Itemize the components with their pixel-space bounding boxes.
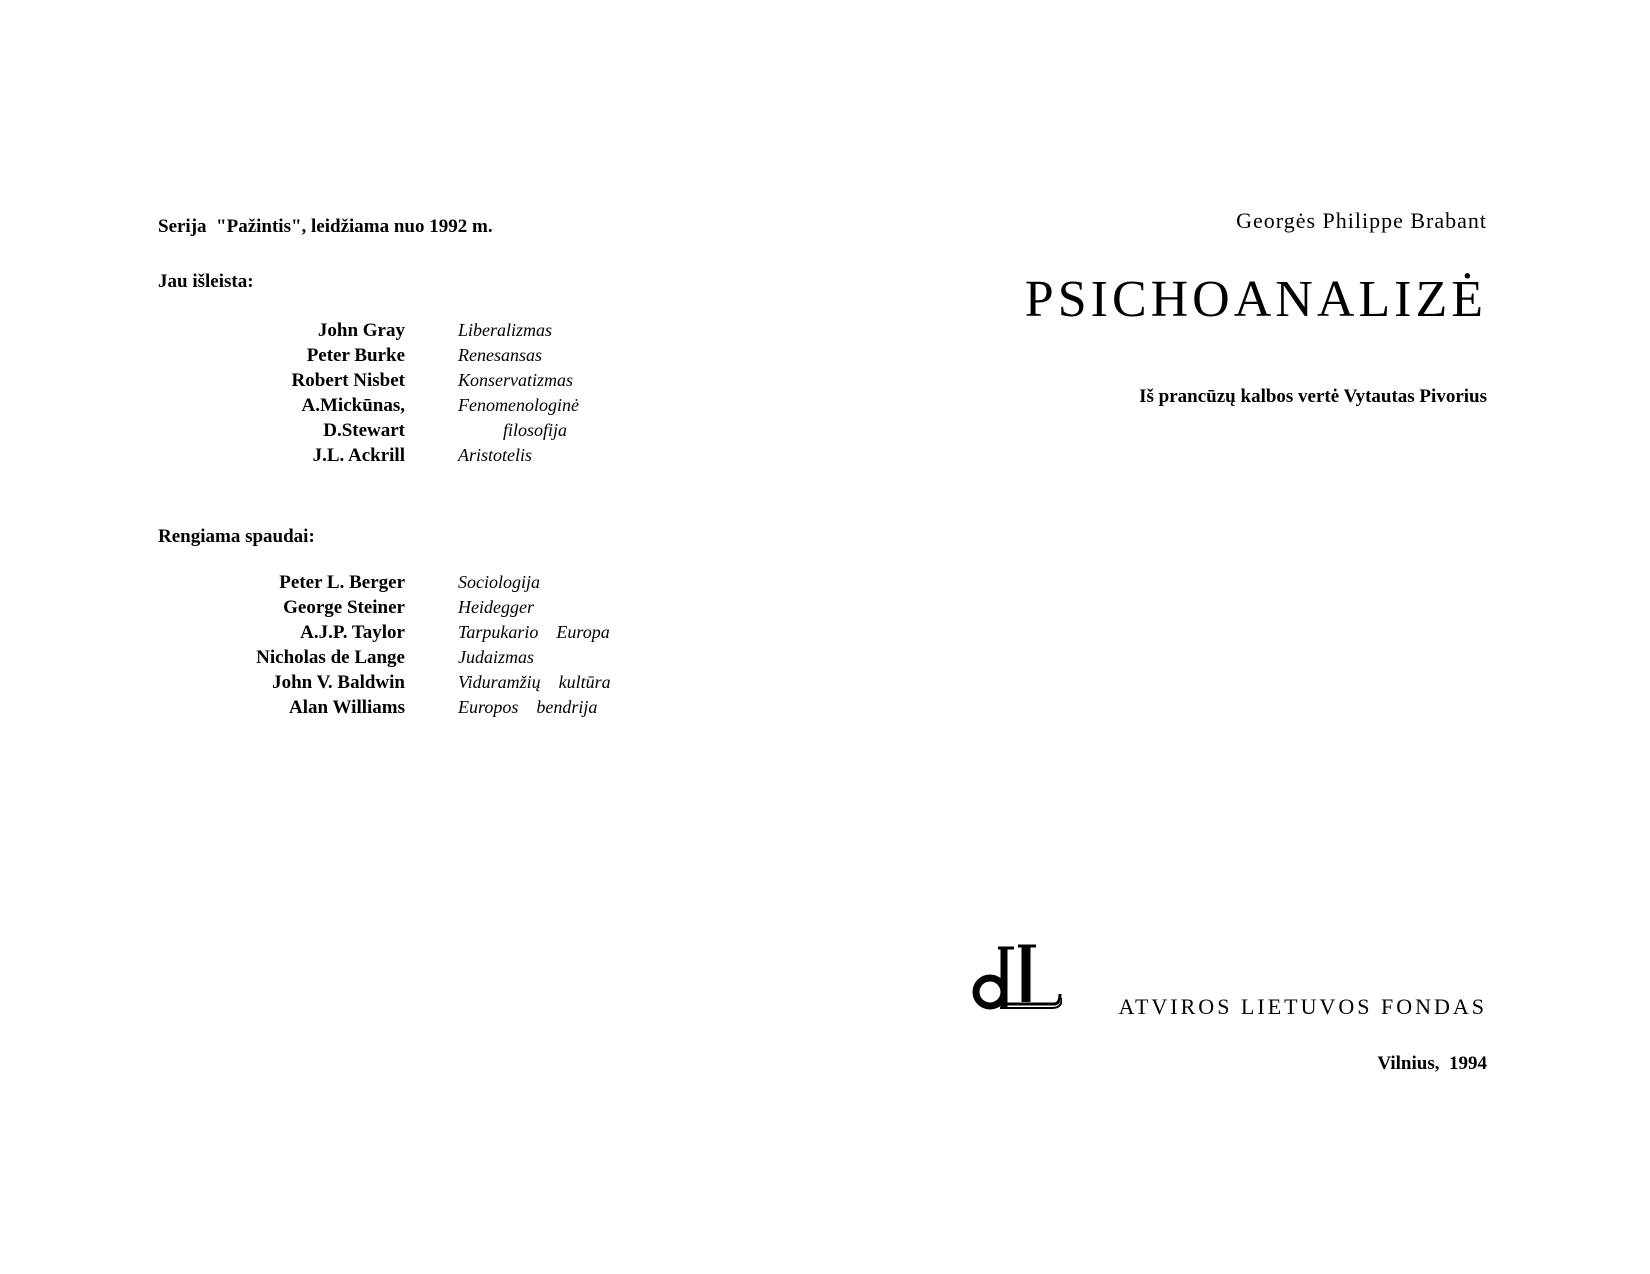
book-author: Alan Williams: [289, 697, 405, 718]
list-item: [0, 597, 825, 622]
book-author: Robert Nisbet: [291, 370, 405, 391]
list-item: [0, 697, 825, 722]
book-title: Fenomenologinė: [458, 395, 579, 415]
book-author: Nicholas de Lange: [256, 647, 405, 668]
book-author: A.Mickūnas,: [301, 395, 405, 416]
book-author: John V. Baldwin: [272, 672, 405, 693]
book-author: Peter L. Berger: [279, 572, 405, 593]
forthcoming-heading: Rengiama spaudai:: [158, 526, 315, 547]
book-author: J.L. Ackrill: [312, 445, 405, 466]
list-item: [0, 370, 825, 395]
book-title: filosofija: [458, 420, 568, 440]
book-author: D.Stewart: [323, 420, 405, 441]
book-title: Konservatizmas: [458, 370, 574, 390]
book-title: Europos bendrija: [458, 697, 598, 717]
book-title: Sociologija: [458, 572, 540, 592]
book-author: Peter Burke: [306, 345, 405, 366]
list-item: [0, 672, 825, 697]
book-title: Renesansas: [458, 345, 542, 365]
right-page: [825, 0, 1650, 1274]
book-title: Liberalizmas: [458, 320, 553, 340]
book-title: Tarpukario Europa: [458, 622, 610, 642]
list-item: [0, 647, 825, 672]
list-item: [0, 320, 825, 345]
series-line: Serija "Pažintis", leidžiama nuo 1992 m.: [158, 216, 493, 237]
publisher-logo: [970, 940, 1062, 1012]
book-author: George Steiner: [283, 597, 405, 618]
list-item: [0, 420, 825, 445]
published-heading: Jau išleista:: [158, 271, 254, 292]
author-name: Georgės Philippe Brabant: [1236, 208, 1487, 233]
book-author: A.J.P. Taylor: [300, 622, 405, 643]
list-item: [0, 345, 825, 370]
imprint: Vilnius, 1994: [1377, 1053, 1487, 1074]
list-item: [0, 572, 825, 597]
forthcoming-list: [0, 572, 825, 722]
list-item: [0, 445, 825, 470]
book-title: Viduramžių kultūra: [458, 672, 611, 692]
list-item: [0, 395, 825, 420]
book-title: Judaizmas: [458, 647, 534, 667]
translator-line: Iš prancūzų kalbos vertė Vytautas Pivorius: [1139, 386, 1487, 407]
publisher-name: ATVIROS LIETUVOS FONDAS: [1118, 994, 1487, 1019]
book-main-title: PSICHOANALIZĖ: [1024, 271, 1487, 328]
book-title: Heidegger: [458, 597, 534, 617]
book-title: Aristotelis: [458, 445, 533, 465]
book-author: John Gray: [317, 320, 405, 341]
list-item: [0, 622, 825, 647]
published-list: [0, 320, 825, 470]
